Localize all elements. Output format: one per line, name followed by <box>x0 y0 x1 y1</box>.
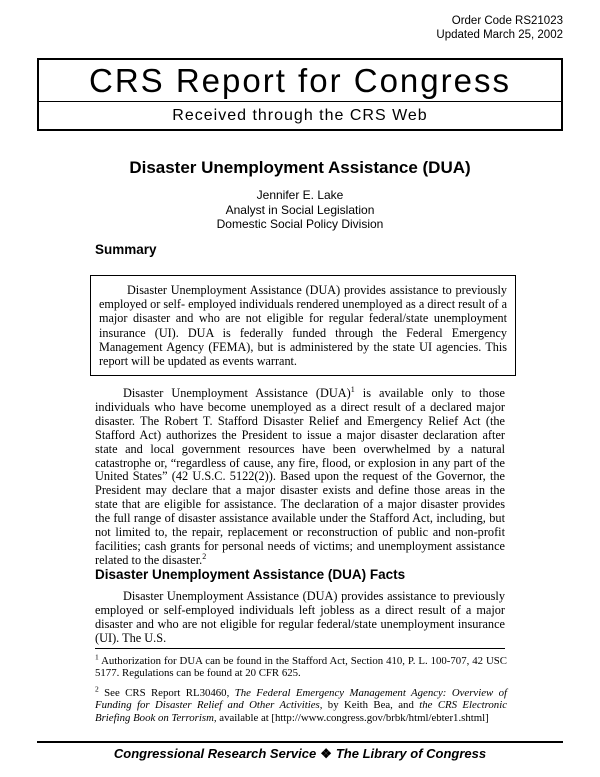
footnote-1 <box>95 652 507 680</box>
footnote-2-marker: 2 <box>95 684 99 694</box>
author-name: Jennifer E. Lake <box>256 188 344 202</box>
facts-section-heading: Disaster Unemployment Assistance (DUA) Facts <box>95 567 406 582</box>
footnote-ref-1: 1 <box>350 384 355 394</box>
report-title: Disaster Unemployment Assistance (DUA) <box>129 158 471 177</box>
order-code: Order Code RS21023 <box>451 15 563 27</box>
body-paragraph-1 <box>95 384 506 568</box>
body-paragraph-2: Disaster Unemployment Assistance (DUA) provides assistance to previously employed or self-employed individuals left jobless as a direct result of a major disaster and who are not eligible for regular federal/state unemployment insurance (UI). The U.S. <box>95 589 505 645</box>
author-division: Domestic Social Policy Division <box>216 217 384 231</box>
diamond-icon: ❖ <box>320 746 332 761</box>
summary-text: Disaster Unemployment Assistance (DUA) provides assistance to previously employed or self- employed individuals rendered unemployed as a direct result of a major disaster and who are not eligible for regular federal/state unemployment insurance (UI). DUA is federally funded through the Federal Emergency Management Agency (FEMA), but is administered by the state UI agencies. This report will be updated as events warrant. <box>99 283 507 369</box>
updated-date: Updated March 25, 2002 <box>436 29 563 41</box>
footnote-url: available at [http://www.congress.gov/brbk/html/ebter1.shtml] <box>216 711 489 724</box>
summary-box <box>90 275 516 376</box>
paragraph-text: Disaster Unemployment Assistance (DUA) <box>123 386 351 400</box>
masthead-box <box>37 58 563 131</box>
masthead-title: CRS Report for Congress <box>89 62 511 99</box>
footnote-1-text: Authorization for DUA can be found in the Stafford Act, Section 410, P. L. 100-707, 42 USC 5177. Regulations can be found at 20 CFR 625. <box>95 655 507 680</box>
header-meta <box>436 14 563 42</box>
masthead-subtitle: Received through the CRS Web <box>172 107 428 124</box>
footer-org: Congressional Research Service <box>113 746 317 761</box>
footer-org-2: The Library of Congress <box>335 746 487 761</box>
footnote-2-cited-title: The Federal Emergency Management Agency: Overview of Funding for Disaster Relief and Other Activities, <box>95 687 507 712</box>
footer-divider <box>37 741 563 743</box>
footnote-2 <box>95 684 507 724</box>
footnote-1-marker: 1 <box>95 652 99 662</box>
author-title: Analyst in Social Legislation <box>225 202 375 217</box>
summary-heading: Summary <box>95 242 157 257</box>
page-footer <box>0 746 600 762</box>
footnote-2-text: by Keith Bea, and <box>322 699 420 712</box>
paragraph-text: is available only to those individuals who have become unemployed as a direct result of a declared major disaster. The Robert T. Stafford Disaster Relief and Emergency Relief Act (the Stafford Act) authorizes the President to issue a major disaster declaration after state and local government resources have been overwhelmed by a natural catastrophe or, “regardless of cause, any fire, flood, or explosion in any part of the United States” (42 U.S.C. 5122(2)). Based upon the request of the Governor, the President may declare that a major disaster exists and define those areas in the state that are eligible for assistance. The declaration of a major disaster provides the full range of disaster assistance available under the Stafford Act, including, but not limited to, the repair, replacement or reconstruction of public and non-profit facilities; cash grants for personal needs of victims; and unemployment assistance related to the disaster. <box>95 386 506 567</box>
author-block <box>0 188 600 232</box>
footnote-divider <box>95 648 505 649</box>
footnote-2-text: See CRS Report RL30460, <box>98 687 235 699</box>
footnote-2-cited-title: the CRS Electronic Briefing Book on Terrorism, <box>95 699 507 724</box>
footnote-ref-2: 2 <box>202 551 207 561</box>
